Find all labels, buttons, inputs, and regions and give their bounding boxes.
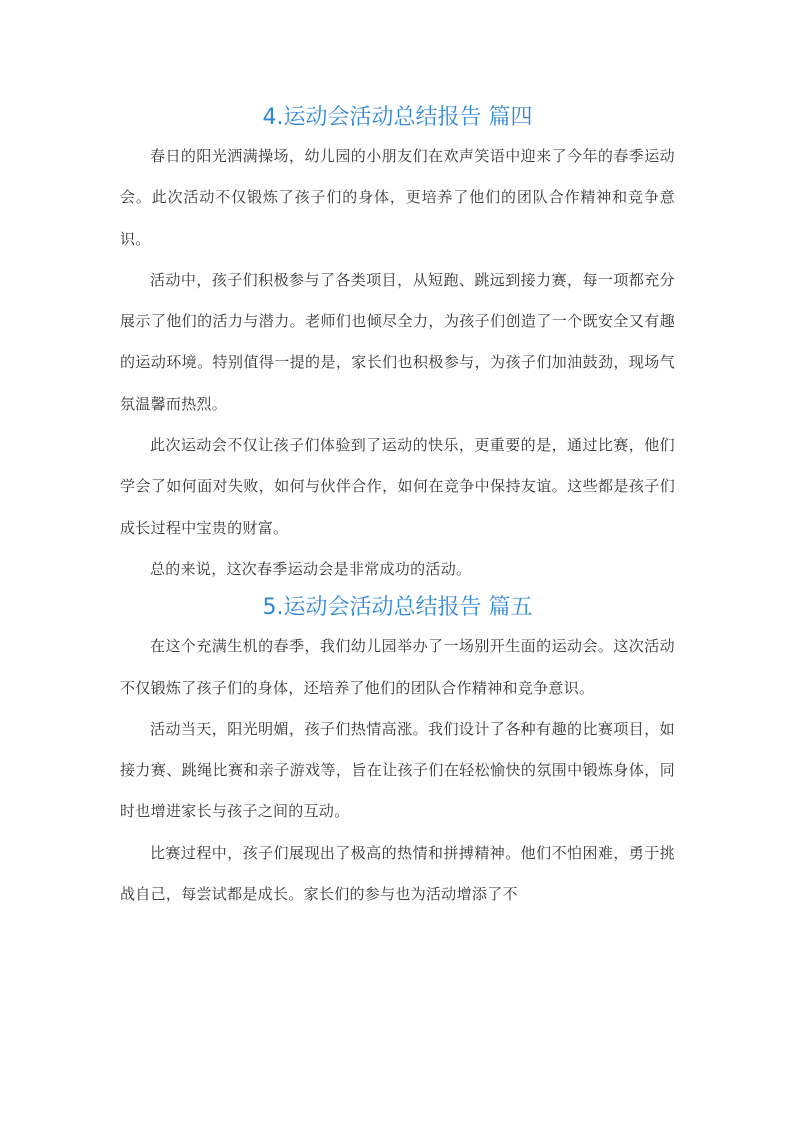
paragraph: 春日的阳光洒满操场，幼儿园的小朋友们在欢声笑语中迎来了今年的春季运动会。此次活动不仅锻炼了孩子们的身体，更培养了他们的团队合作精神和竞争意识。 — [120, 147, 675, 248]
paragraph: 总的来说，这次春季运动会是非常成功的活动。 — [150, 559, 472, 578]
paragraph: 活动中，孩子们积极参与了各类项目，从短跑、跳远到接力赛，每一项都充分展示了他们的活力与潜力。老师们也倾尽全力，为孩子们创造了一个既安全又有趣的运动环境。特别值得一提的是，家长们也积极参与，为孩子们加油鼓劲，现场气氛温馨而热烈。 — [120, 270, 675, 413]
paragraph: 比赛过程中，孩子们展现出了极高的热情和拼搏精神。他们不怕困难，勇于挑战自己，每尝试都是成长。家长们的参与也为活动增添了不 — [120, 843, 675, 904]
section-title-5: 5.运动会活动总结报告 篇五 — [262, 595, 533, 621]
section-title-4: 4.运动会活动总结报告 篇四 — [262, 105, 533, 130]
paragraph: 此次运动会不仅让孩子们体验到了运动的快乐，更重要的是，通过比赛，他们学会了如何面对失败，如何与伙伴合作，如何在竞争中保持友谊。这些都是孩子们成长过程中宝贵的财富。 — [120, 436, 675, 537]
document-content — [120, 100, 675, 915]
paragraph: 在这个充满生机的春季，我们幼儿园举办了一场别开生面的运动会。这次活动不仅锻炼了孩子们的身体，还培养了他们的团队合作精神和竞争意识。 — [120, 637, 675, 697]
paragraph: 活动当天，阳光明媚，孩子们热情高涨。我们设计了各种有趣的比赛项目，如接力赛、跳绳比赛和亲子游戏等，旨在让孩子们在轻松愉快的氛围中锻炼身体，同时也增进家长与孩子之间的互动。 — [120, 719, 675, 821]
